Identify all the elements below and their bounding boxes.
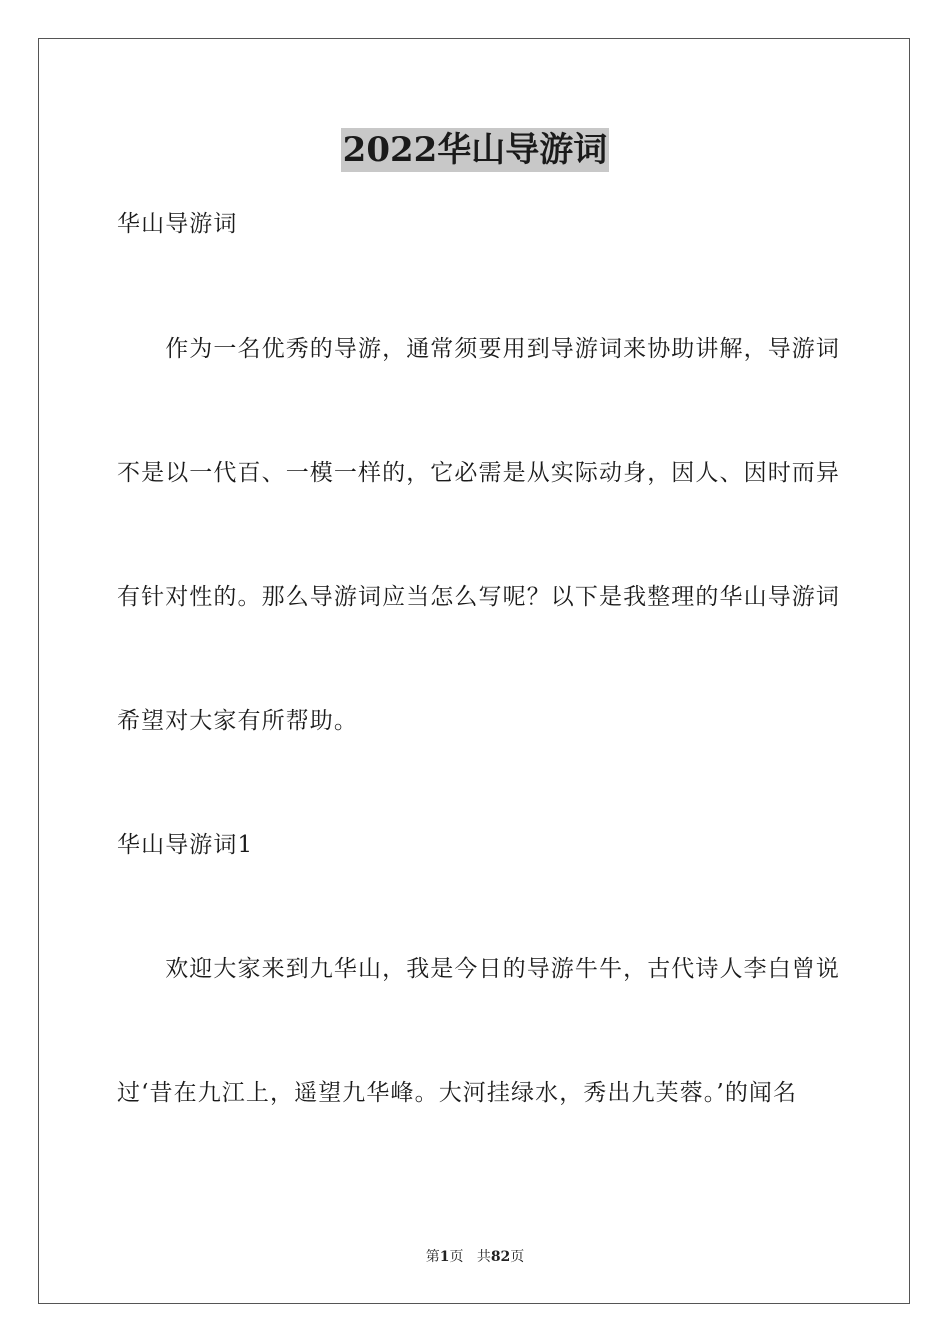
title-container bbox=[0, 128, 950, 172]
body-line: 不是以一代百、一模一样的，它必需是从实际动身，因人、因时而异 bbox=[117, 460, 840, 486]
page-prefix: 第 bbox=[425, 1249, 440, 1265]
body-line: 希望对大家有所帮助。 bbox=[117, 708, 358, 734]
page-suffix: 页 bbox=[449, 1249, 464, 1265]
section-heading: 华山导游词1 bbox=[117, 832, 254, 858]
total-suffix: 页 bbox=[510, 1249, 525, 1265]
body-line: 有针对性的。那么导游词应当怎么写呢？以下是我整理的华山导游词 bbox=[117, 584, 840, 610]
document-title: 2022华山导游词 bbox=[342, 130, 608, 170]
body-line: 过‘昔在九江上，遥望九华峰。大河挂绿水，秀出九芙蓉。’的闻名 bbox=[117, 1080, 798, 1106]
body-line: 作为一名优秀的导游，通常须要用到导游词来协助讲解，导游词 bbox=[117, 336, 840, 362]
total-pages: 82 bbox=[490, 1249, 511, 1265]
body-line: 欢迎大家来到九华山，我是今日的导游牛牛，古代诗人李白曾说 bbox=[117, 956, 840, 982]
page-footer bbox=[0, 1248, 950, 1266]
section-heading: 华山导游词 bbox=[117, 211, 238, 237]
page-number: 1 bbox=[439, 1249, 450, 1265]
total-prefix: 共 bbox=[476, 1249, 491, 1265]
